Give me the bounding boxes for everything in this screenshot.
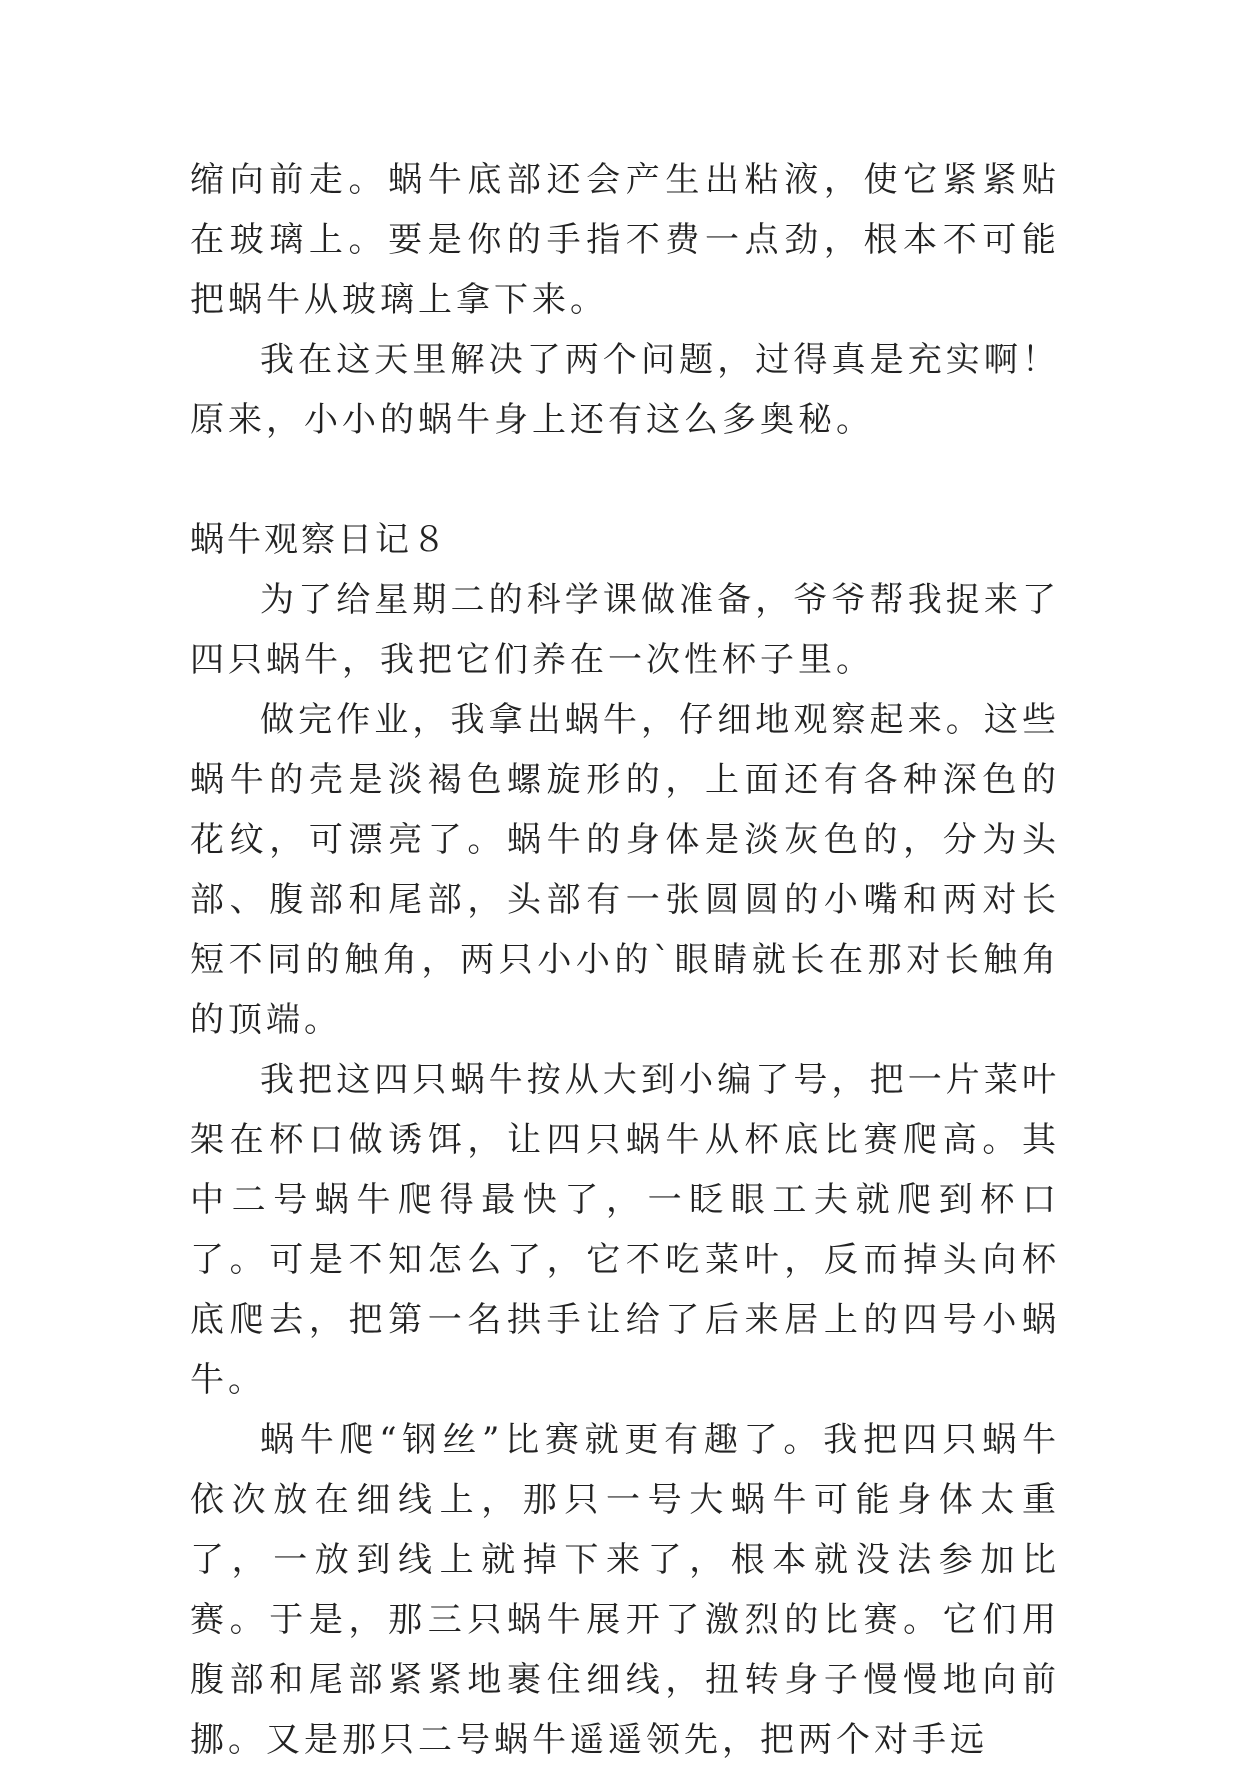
paragraph-intro: 为了给星期二的科学课做准备，爷爷帮我捉来了四只蜗牛，我把它们养在一次性杯子里。 bbox=[190, 580, 1060, 680]
paragraph-wire-race: 蜗牛爬“钢丝”比赛就更有趣了。我把四只蜗牛依次放在细线上，那只一号大蜗牛可能身体太重了，一放到线上就掉下来了，根本就没法参加比赛。于是，那三只蜗牛展开了激烈的比赛。它们用腹部和尾部紧紧地裹住细线，扭转身子慢慢地向前挪。又是那只二号蜗牛遥遥领先，把两个对手远 bbox=[190, 1420, 1060, 1760]
paragraph-climb-race: 我把这四只蜗牛按从大到小编了号，把一片菜叶架在杯口做诱饵，让四只蜗牛从杯底比赛爬高。其中二号蜗牛爬得最快了，一眨眼工夫就爬到杯口了。可是不知怎么了，它不吃菜叶，反而掉头向杯底爬去，把第一名拱手让给了后来居上的四号小蜗牛。 bbox=[190, 1060, 1060, 1400]
section-spacer bbox=[190, 450, 1060, 510]
paragraph-continued: 缩向前走。蜗牛底部还会产生出粘液，使它紧紧贴在玻璃上。要是你的手指不费一点劲，根本不可能把蜗牛从玻璃上拿下来。 bbox=[190, 160, 1060, 320]
paragraph-observation: 做完作业，我拿出蜗牛，仔细地观察起来。这些蜗牛的壳是淡褐色螺旋形的，上面还有各种深色的花纹，可漂亮了。蜗牛的身体是淡灰色的，分为头部、腹部和尾部，头部有一张圆圆的小嘴和两对长短不同的触角，两只小小的`眼睛就长在那对长触角的顶端。 bbox=[190, 700, 1060, 1040]
paragraph-conclusion: 我在这天里解决了两个问题，过得真是充实啊！原来，小小的蜗牛身上还有这么多奥秘。 bbox=[190, 340, 1060, 440]
document-body bbox=[190, 150, 1060, 1770]
section-title: 蜗牛观察日记８ bbox=[190, 520, 449, 560]
